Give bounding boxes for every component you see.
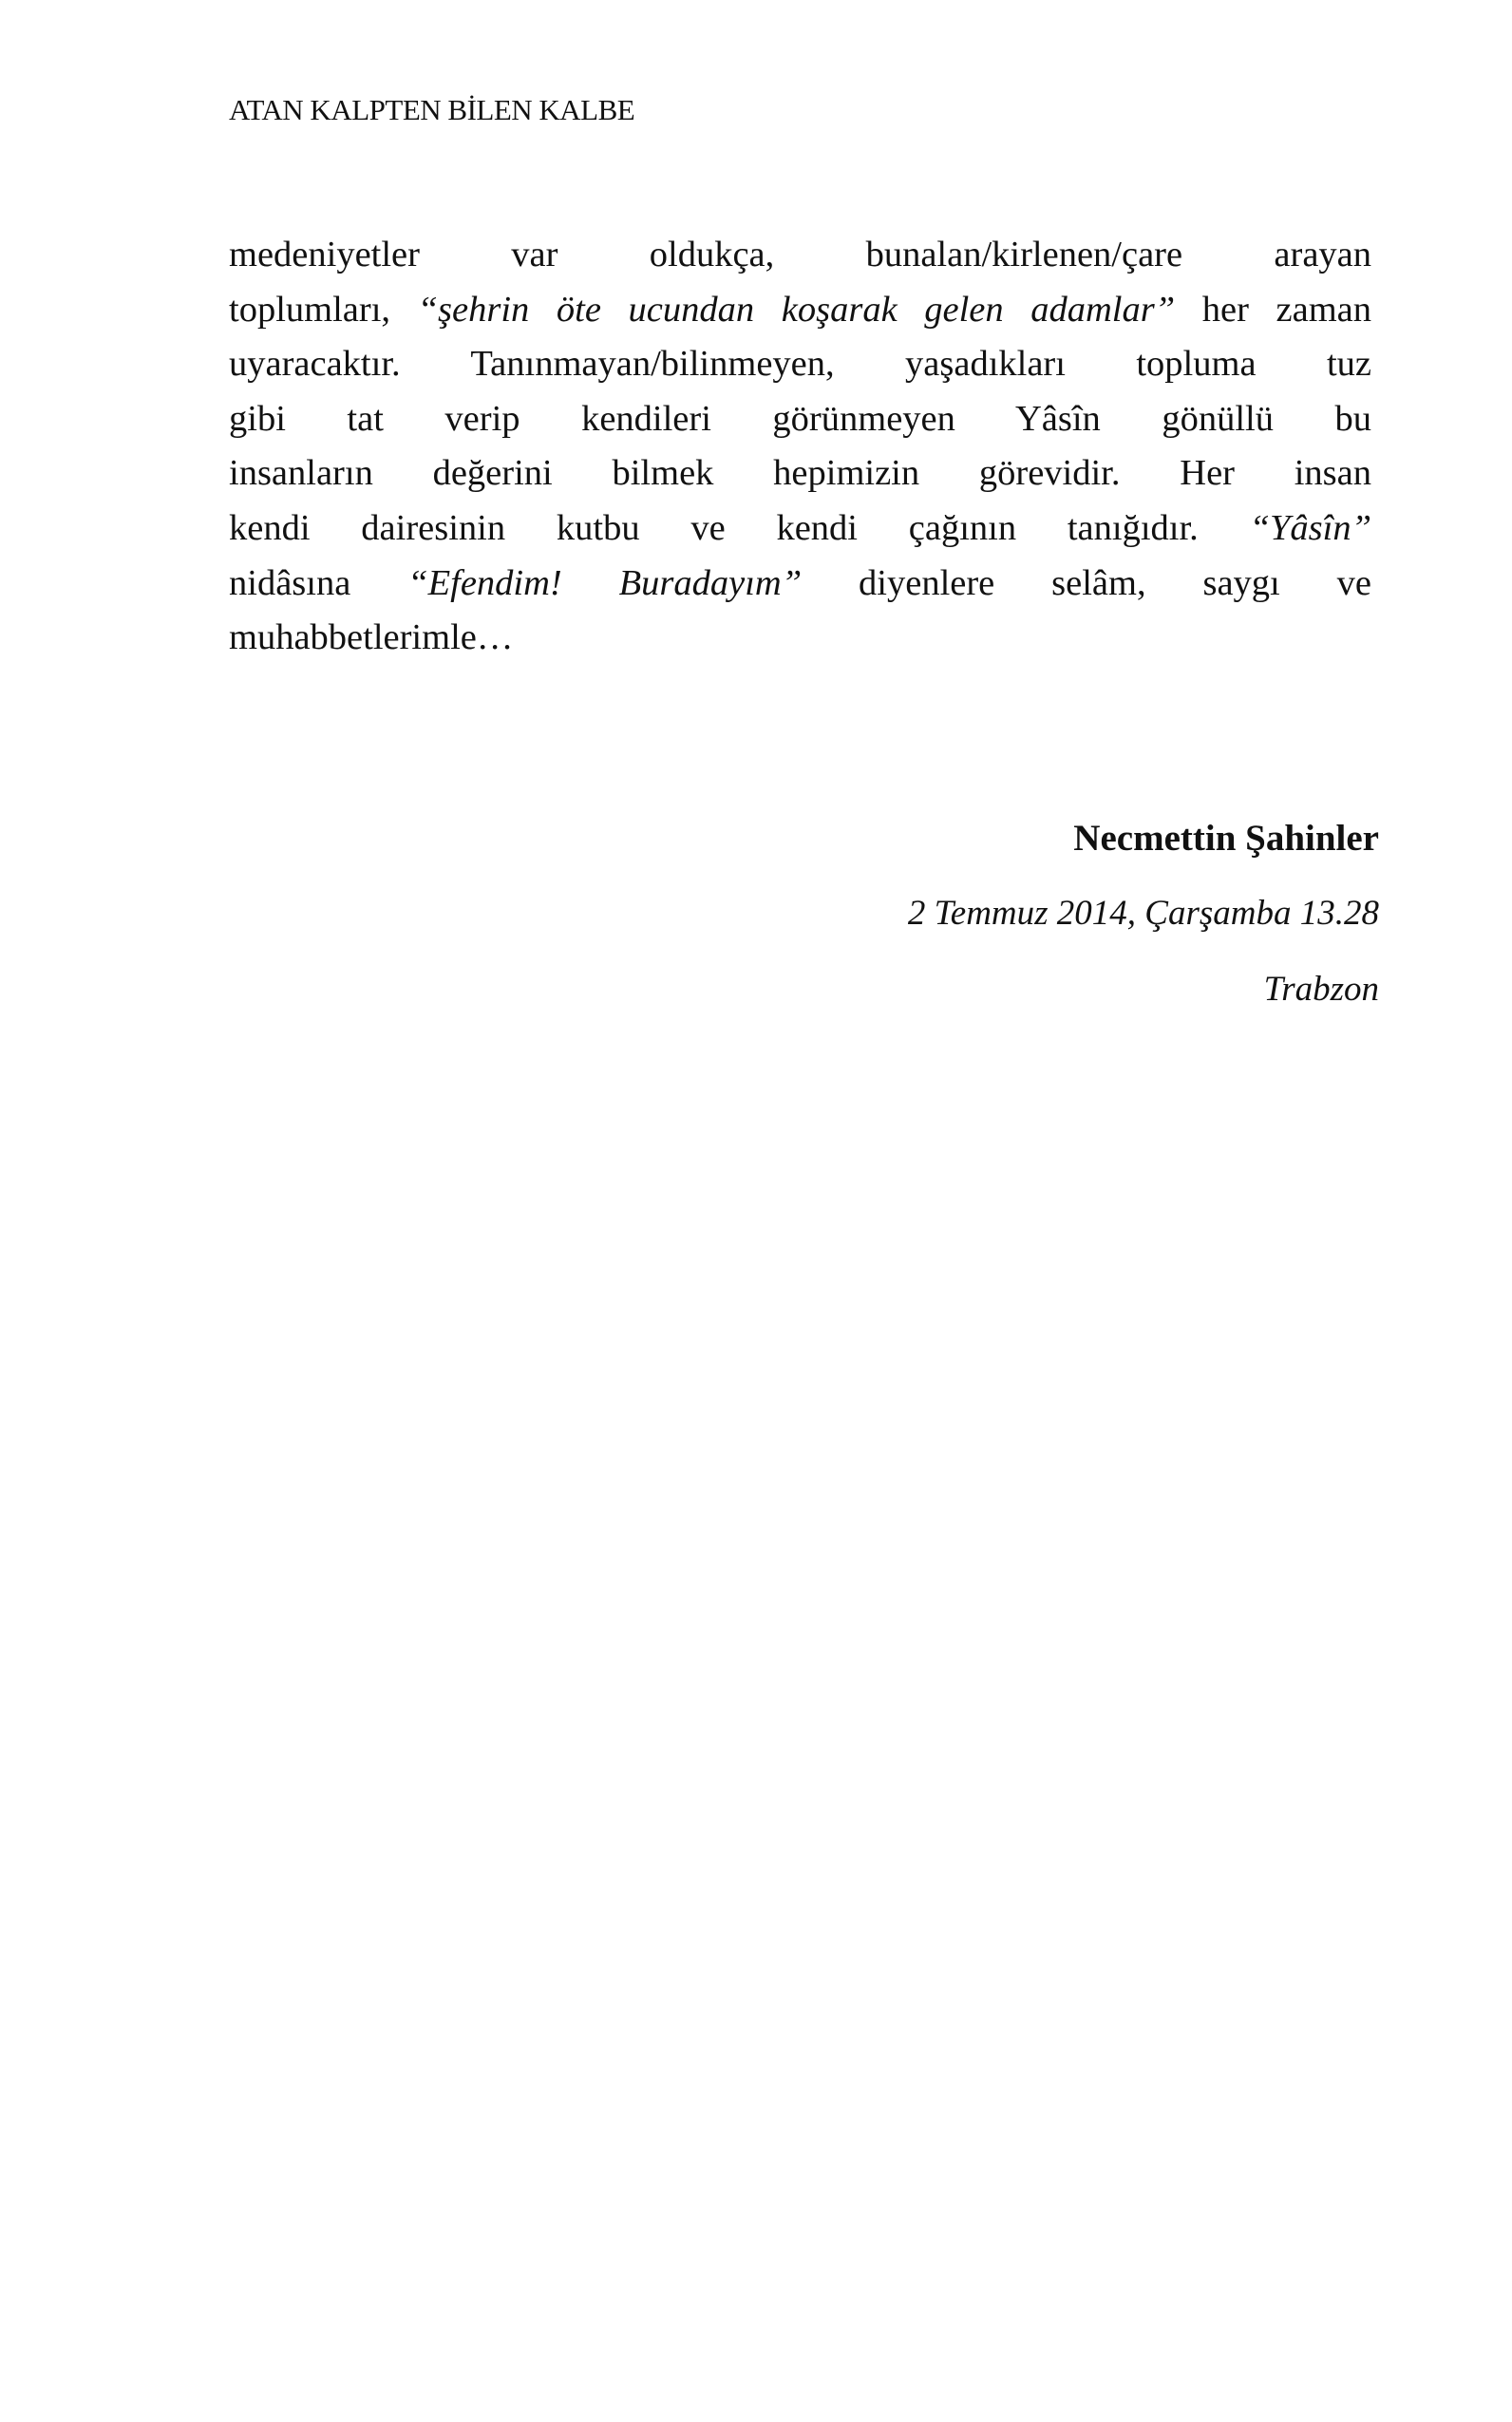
paragraph-line: [229, 446, 1371, 501]
text-segment: insanların değerini bilmek hepimizin görevidir. Her insan: [229, 453, 1371, 494]
paragraph-line: [229, 557, 1371, 612]
text-segment: muhabbetlerimle…: [229, 617, 514, 658]
author-name: Necmettin Şahinler: [1073, 818, 1379, 859]
text-segment: medeniyetler var oldukça, bunalan/kirlenen/çare arayan: [229, 235, 1371, 274]
text-segment: diyenlere selâm, saygı ve: [802, 562, 1371, 603]
italic-quote: “Yâsîn”: [1249, 507, 1371, 548]
text-segment: her zaman: [1175, 289, 1371, 330]
paragraph-line: [229, 228, 1371, 283]
signature-date: 2 Temmuz 2014, Çarşamba 13.28: [907, 894, 1379, 933]
text-segment: kendi dairesinin kutbu ve kendi çağının tanığıdır.: [229, 507, 1250, 548]
body-paragraph: [229, 228, 1371, 666]
running-header: ATAN KALPTEN BİLEN KALBE: [229, 93, 635, 126]
paragraph-line: [229, 611, 1371, 666]
paragraph-line: [229, 283, 1371, 338]
text-segment: toplumları,: [229, 289, 418, 330]
paragraph-line: [229, 392, 1371, 447]
text-segment: gibi tat verip kendileri görünmeyen Yâsîn gönüllü bu: [229, 398, 1371, 439]
italic-quote: “şehrin öte ucundan koşarak gelen adamlar”: [417, 289, 1176, 330]
paragraph-line: [229, 501, 1371, 557]
italic-quote: “Efendim! Buradayım”: [407, 562, 803, 603]
text-segment: nidâsına: [229, 562, 408, 603]
paragraph-line: [229, 337, 1371, 392]
text-segment: uyaracaktır. Tanınmayan/bilinmeyen, yaşadıkları topluma tuz: [229, 344, 1371, 385]
signature-place: Trabzon: [1263, 970, 1379, 1009]
